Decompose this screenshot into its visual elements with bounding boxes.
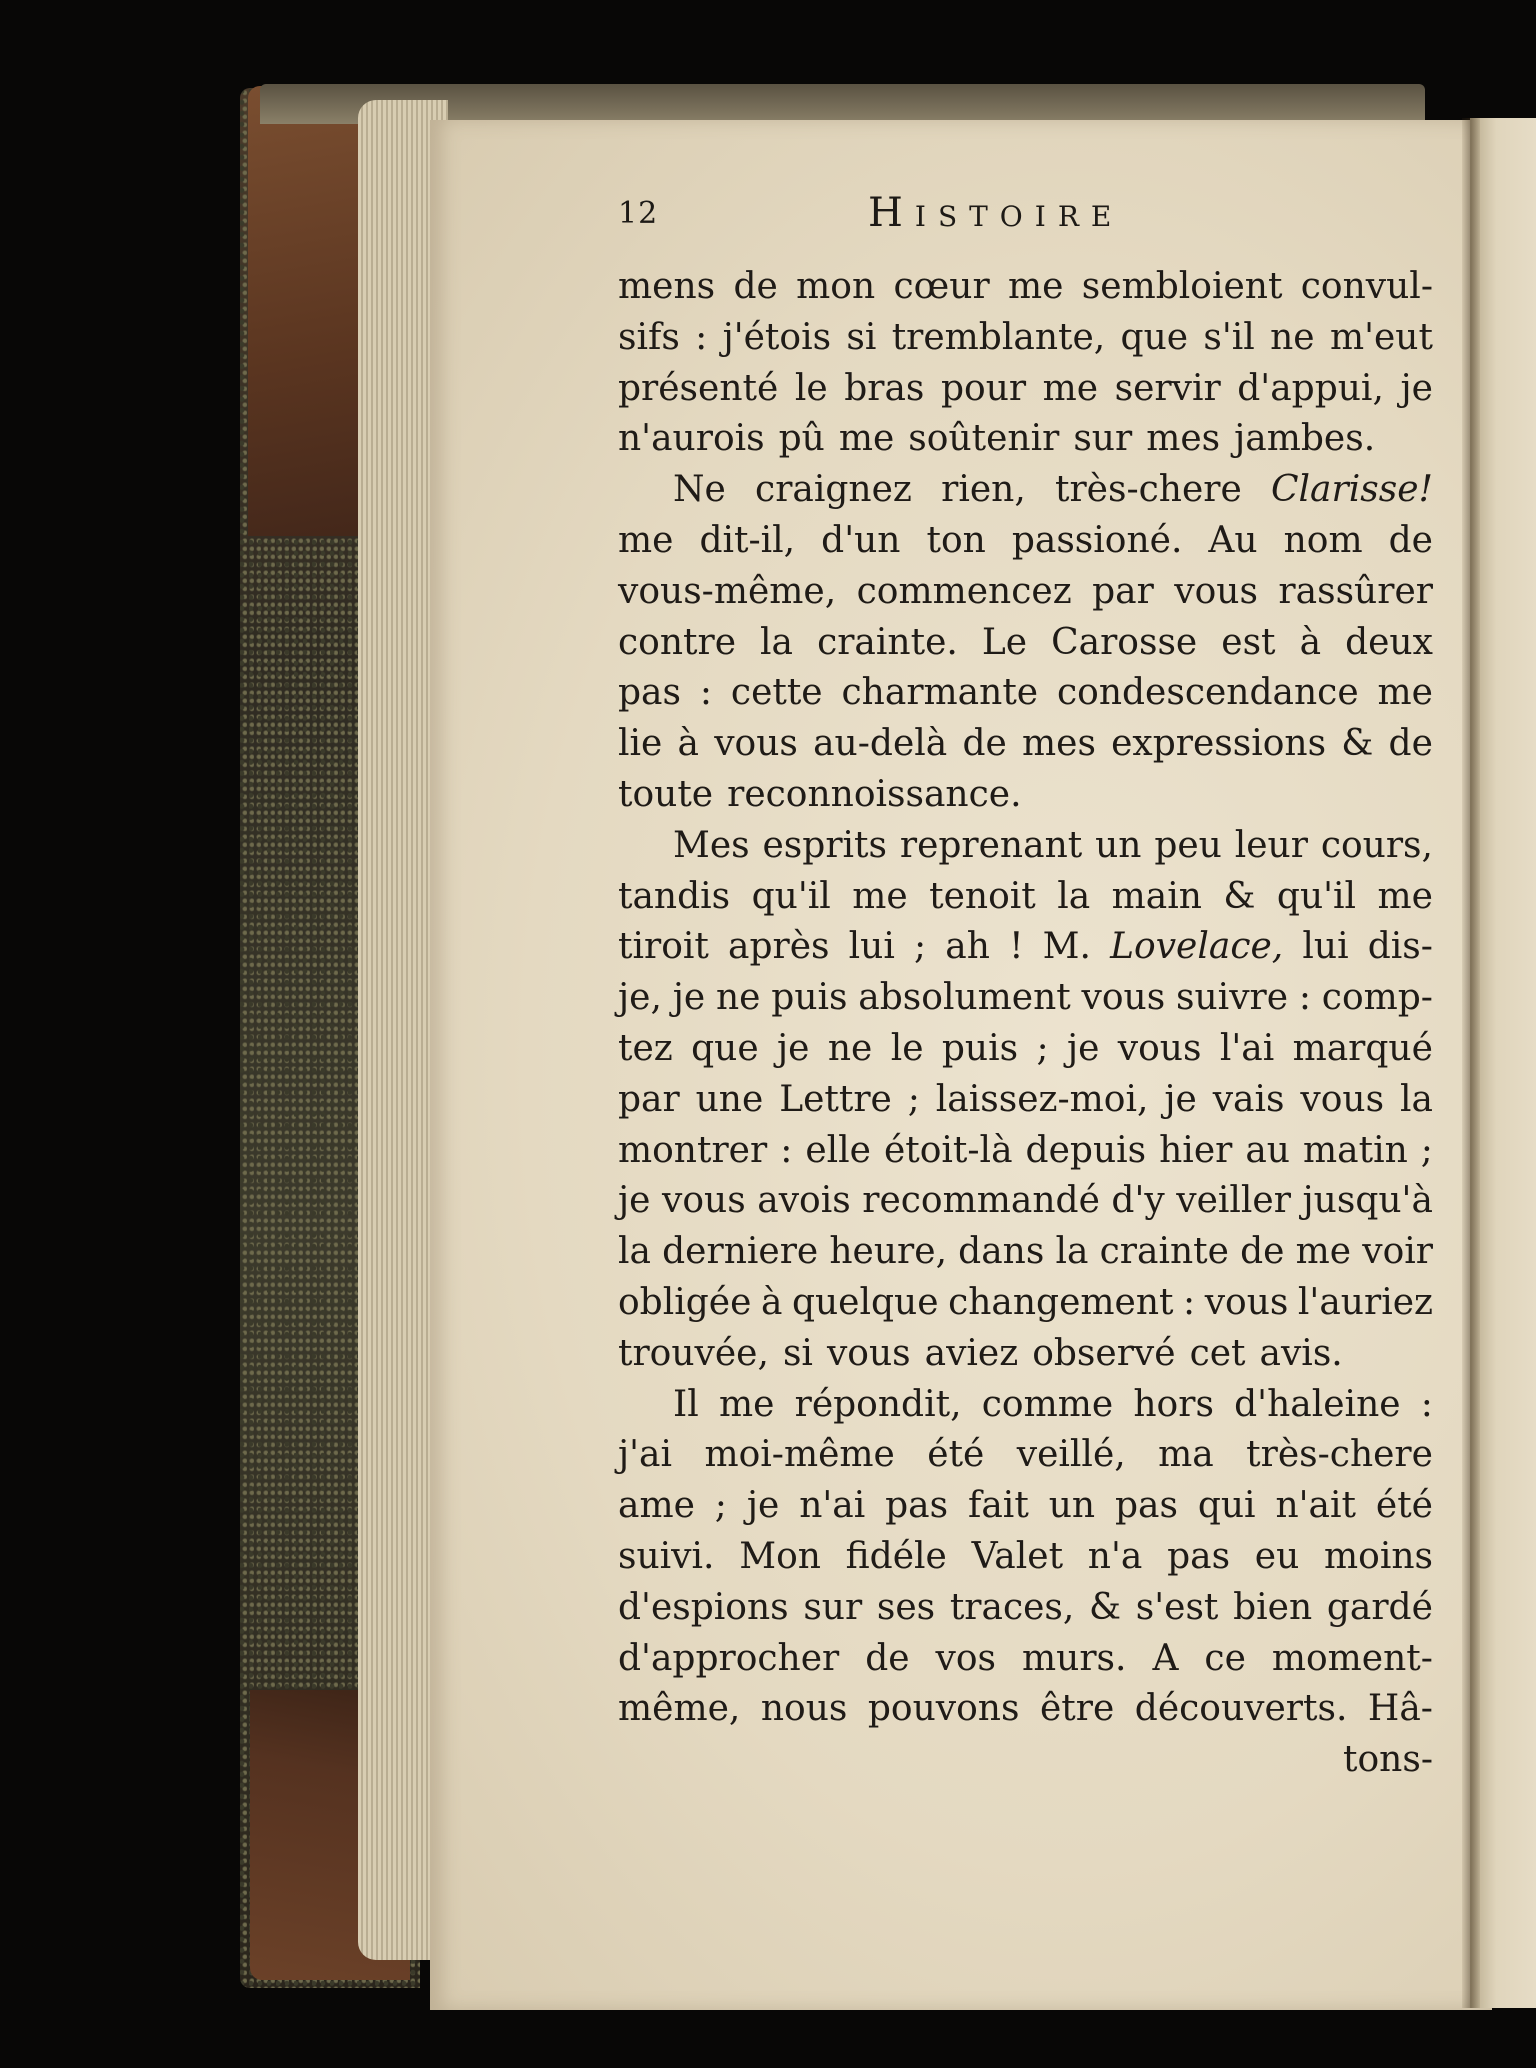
word: le	[890, 1027, 924, 1069]
word: observé	[1032, 1332, 1176, 1374]
word: étoit-là	[883, 1129, 1013, 1171]
word: cœur	[893, 266, 990, 307]
word: passioné.	[1011, 519, 1183, 561]
word: je	[672, 977, 706, 1019]
word: ;	[1420, 1129, 1433, 1171]
word: deux	[1345, 621, 1433, 663]
word: découverts.	[1134, 1688, 1348, 1730]
word: laissez-moi,	[935, 1078, 1149, 1120]
word: moi-même	[704, 1434, 895, 1476]
text-line	[618, 922, 1433, 973]
word: mon	[796, 266, 876, 307]
word: je	[1164, 1078, 1197, 1120]
word: qu'il	[1276, 875, 1357, 917]
word: présenté	[618, 367, 779, 409]
word: jusqu'à	[1302, 1180, 1433, 1222]
word: Lovelace,	[1110, 926, 1284, 968]
word: &	[1341, 723, 1374, 765]
text-line	[618, 1278, 1433, 1329]
word: vous	[826, 1332, 911, 1374]
word: fidéle	[845, 1535, 947, 1577]
word: me	[718, 1383, 775, 1425]
word: n'ait	[1275, 1485, 1356, 1527]
word: de	[1388, 519, 1433, 561]
word: trouvée,	[618, 1332, 769, 1374]
text-line	[618, 1634, 1433, 1685]
word: &	[1089, 1586, 1122, 1628]
text-line	[618, 1481, 1433, 1532]
word: d'un	[821, 519, 901, 561]
word: s'est	[1135, 1586, 1219, 1628]
word: après	[727, 926, 830, 968]
word: au-delà	[813, 723, 948, 765]
word: l'ai	[1219, 1027, 1275, 1069]
word: ses	[876, 1586, 936, 1628]
word: obligée	[618, 1281, 752, 1323]
word: répondit,	[794, 1383, 962, 1425]
word: été	[1375, 1485, 1433, 1527]
word: ce	[1204, 1637, 1246, 1679]
text-line	[618, 973, 1433, 1024]
word: veillé,	[1016, 1434, 1126, 1476]
word: expressions	[1111, 723, 1327, 765]
word: à	[1299, 621, 1322, 663]
word: dans	[958, 1231, 1045, 1273]
word: moins	[1324, 1535, 1433, 1577]
text-line	[618, 668, 1433, 719]
word: recommandé	[862, 1180, 1100, 1222]
word: charmante	[841, 672, 1039, 714]
word: la	[1399, 1078, 1433, 1120]
word: vous	[1300, 1078, 1385, 1120]
text-line	[618, 1532, 1433, 1583]
word: contre	[618, 621, 737, 663]
word: vos	[935, 1637, 997, 1679]
word: crainte	[1099, 1231, 1229, 1273]
word: reprenant	[899, 824, 1083, 866]
word: de	[865, 1637, 910, 1679]
word: par	[618, 1078, 680, 1120]
word: elle	[805, 1129, 871, 1171]
word: pas	[618, 672, 681, 714]
word: suivi.	[618, 1535, 715, 1577]
word: très-chere	[1246, 1434, 1433, 1476]
word: quelque	[791, 1281, 939, 1323]
word: j'ai	[618, 1434, 673, 1476]
text-line	[618, 821, 1433, 872]
word: mes	[1146, 418, 1221, 460]
word: tandis	[618, 875, 731, 917]
word: sembloient	[1081, 266, 1283, 307]
word: ;	[714, 1485, 727, 1527]
word: me	[852, 875, 908, 917]
text-line	[618, 414, 1433, 465]
word: qui	[1197, 1485, 1256, 1527]
word: lui	[848, 926, 895, 968]
catchword	[618, 1735, 1433, 1786]
word: dis-	[1367, 926, 1433, 968]
word: hors	[1133, 1383, 1214, 1425]
word: puis	[771, 977, 848, 1019]
word: mens	[618, 266, 716, 307]
word: ame	[618, 1485, 695, 1527]
word: rassûrer	[1278, 570, 1433, 612]
word: me	[1377, 672, 1433, 714]
word: reconnoissance.	[727, 773, 1022, 815]
word: :	[1183, 1281, 1196, 1323]
word: cette	[730, 672, 823, 714]
word: me	[1008, 266, 1064, 307]
word: craignez	[755, 469, 912, 511]
word: esprits	[762, 824, 887, 866]
word: nom	[1283, 519, 1363, 561]
page-gutter	[1462, 118, 1480, 2008]
word: lui	[1302, 926, 1349, 968]
text-line	[618, 1380, 1433, 1431]
word: pas	[1114, 1485, 1178, 1527]
word: ah	[945, 926, 990, 968]
word: une	[695, 1078, 764, 1120]
word: murs.	[1022, 1637, 1127, 1679]
word: crainte.	[817, 621, 958, 663]
word: la	[1057, 875, 1091, 917]
word: pas	[1167, 1535, 1231, 1577]
word: ;	[907, 1078, 920, 1120]
word: Mes	[673, 824, 750, 866]
word: Valet	[971, 1535, 1064, 1577]
running-title: Histoire	[868, 190, 1124, 236]
word: je	[746, 1485, 780, 1527]
word: puis	[941, 1027, 1019, 1069]
text-line	[618, 618, 1433, 669]
text-line	[618, 1583, 1433, 1634]
word: pas	[885, 1485, 949, 1527]
word: est	[1221, 621, 1276, 663]
body-text	[618, 262, 1433, 1786]
page-number: 12	[618, 196, 659, 231]
word: me	[1377, 875, 1433, 917]
word: que	[691, 1027, 759, 1069]
word: je	[1066, 1027, 1100, 1069]
word: la	[618, 1231, 651, 1273]
word: je,	[618, 977, 662, 1019]
word: de	[1240, 1231, 1285, 1273]
word: vous	[1174, 570, 1258, 612]
word: bien	[1233, 1586, 1313, 1628]
word: la	[760, 621, 794, 663]
word: tiroit	[618, 926, 709, 968]
word: toute	[618, 773, 714, 815]
word: leur	[1234, 824, 1308, 866]
word: dit-il,	[699, 519, 796, 561]
word: ;	[913, 926, 927, 968]
text-line	[618, 1126, 1433, 1177]
word: tremblante,	[891, 316, 1106, 358]
word: d'y	[1111, 1180, 1165, 1222]
text-line	[618, 364, 1433, 415]
word: vais	[1212, 1078, 1285, 1120]
word: comme	[981, 1383, 1114, 1425]
word: sifs	[618, 316, 680, 358]
word: suivre	[1176, 977, 1289, 1019]
text-line	[618, 1075, 1433, 1126]
word: cet	[1189, 1332, 1246, 1374]
word: d'haleine	[1234, 1383, 1401, 1425]
word: s'il	[1203, 316, 1255, 358]
word: pû	[778, 418, 825, 460]
word: Mon	[739, 1535, 821, 1577]
word: si	[846, 316, 877, 358]
word: me	[618, 519, 674, 561]
word: depuis	[1025, 1129, 1147, 1171]
word: par	[1092, 570, 1154, 612]
word: me	[838, 418, 895, 460]
word: même,	[618, 1688, 741, 1730]
word: ;	[1036, 1027, 1049, 1069]
word: veiller	[1176, 1180, 1291, 1222]
word: je	[777, 1027, 810, 1069]
word: l'auriez	[1297, 1281, 1433, 1323]
word: je	[1400, 367, 1433, 409]
word: me	[1042, 367, 1099, 409]
word: de	[962, 723, 1007, 765]
running-head	[618, 190, 1448, 246]
word: Hâ-	[1367, 1688, 1433, 1730]
word: Carosse	[1051, 621, 1198, 663]
word: m'eut	[1329, 316, 1433, 358]
word: matin	[1303, 1129, 1408, 1171]
word: n'aurois	[618, 418, 765, 460]
word: à	[677, 723, 700, 765]
word: ton	[926, 519, 986, 561]
word: !	[1009, 926, 1024, 968]
word: un	[1048, 1485, 1096, 1527]
word: soûtenir	[908, 418, 1060, 460]
word: :	[699, 672, 713, 714]
word: tenoit	[929, 875, 1036, 917]
word: :	[695, 316, 708, 358]
text-line	[618, 1329, 1433, 1380]
word: marqué	[1292, 1027, 1433, 1069]
word: la	[1055, 1231, 1089, 1273]
text-line	[618, 262, 1433, 313]
text-line	[618, 770, 1433, 821]
word: vous	[1204, 1281, 1289, 1323]
word: lie	[618, 723, 663, 765]
word: montrer	[618, 1129, 768, 1171]
word: sur	[1073, 418, 1133, 460]
word: ma	[1158, 1434, 1214, 1476]
word: être	[1039, 1688, 1115, 1730]
word: d'approcher	[618, 1637, 840, 1679]
word: &	[1223, 875, 1256, 917]
word: ne	[1270, 316, 1315, 358]
text-line	[618, 465, 1433, 516]
word: d'espions	[618, 1586, 789, 1628]
word: j'étois	[722, 316, 832, 358]
word: pouvons	[867, 1688, 1020, 1730]
word: Il	[673, 1383, 699, 1425]
word: moment-	[1271, 1637, 1433, 1679]
word: fait	[968, 1485, 1029, 1527]
catchword-text: tons-	[1343, 1739, 1433, 1781]
word: eu	[1254, 1535, 1300, 1577]
word: ne	[827, 1027, 873, 1069]
word: gardé	[1326, 1586, 1433, 1628]
word: vous	[662, 1180, 746, 1222]
word: vous	[1117, 1027, 1202, 1069]
word: qu'il	[751, 875, 831, 917]
word: d'appui,	[1237, 367, 1384, 409]
word: sur	[803, 1586, 863, 1628]
word: derniere	[662, 1231, 819, 1273]
word: commencez	[856, 570, 1072, 612]
word: été	[927, 1434, 985, 1476]
word: voir	[1362, 1231, 1433, 1273]
word: :	[1298, 977, 1311, 1019]
word: avis.	[1259, 1332, 1343, 1374]
text-line	[618, 1684, 1433, 1735]
word: convul-	[1300, 266, 1433, 307]
word: changement	[948, 1281, 1174, 1323]
word: n'a	[1087, 1535, 1143, 1577]
word: A	[1152, 1637, 1179, 1679]
word: très-chere	[1054, 469, 1242, 511]
word: nous	[760, 1688, 848, 1730]
word: hier	[1159, 1129, 1233, 1171]
word: condescendance	[1056, 672, 1359, 714]
word: absolument	[858, 977, 1071, 1019]
word: de	[1388, 723, 1433, 765]
word: peu	[1154, 824, 1222, 866]
word: pour	[940, 367, 1027, 409]
text-line	[618, 1024, 1433, 1075]
text-line	[618, 1176, 1433, 1227]
word: bras	[844, 367, 925, 409]
word: heure,	[829, 1231, 948, 1273]
word: main	[1111, 875, 1202, 917]
word: n'ai	[799, 1485, 866, 1527]
word: je	[618, 1180, 651, 1222]
word: servir	[1114, 367, 1221, 409]
word: :	[1420, 1383, 1433, 1425]
word: avois	[757, 1180, 851, 1222]
text-line	[618, 516, 1433, 567]
word: mes	[1022, 723, 1096, 765]
word: vous	[1081, 977, 1166, 1019]
word: ne	[715, 977, 761, 1019]
word: vous	[714, 723, 798, 765]
word: :	[780, 1129, 793, 1171]
word: vous-même,	[618, 570, 837, 612]
word: jambes.	[1234, 418, 1376, 460]
word: me	[1295, 1231, 1352, 1273]
word: tez	[618, 1027, 673, 1069]
text-line	[618, 872, 1433, 923]
word: de	[733, 266, 778, 307]
word: traces,	[949, 1586, 1075, 1628]
text-line	[618, 1430, 1433, 1481]
word: Au	[1208, 519, 1258, 561]
word: cours,	[1320, 824, 1433, 866]
word: comp-	[1321, 977, 1433, 1019]
text-line	[618, 567, 1433, 618]
word: Clarisse!	[1271, 469, 1433, 511]
word: Ne	[673, 469, 726, 511]
word: au	[1245, 1129, 1290, 1171]
text-line	[618, 313, 1433, 364]
word: le	[794, 367, 828, 409]
word: aviez	[924, 1332, 1019, 1374]
word: M.	[1042, 926, 1091, 968]
word: que	[1120, 316, 1189, 358]
text-line	[618, 1227, 1433, 1278]
word: Le	[981, 621, 1028, 663]
word: à	[760, 1281, 783, 1323]
word: si	[782, 1332, 813, 1374]
word: un	[1095, 824, 1142, 866]
text-line	[618, 719, 1433, 770]
word: rien,	[941, 469, 1026, 511]
word: Lettre	[779, 1078, 892, 1120]
